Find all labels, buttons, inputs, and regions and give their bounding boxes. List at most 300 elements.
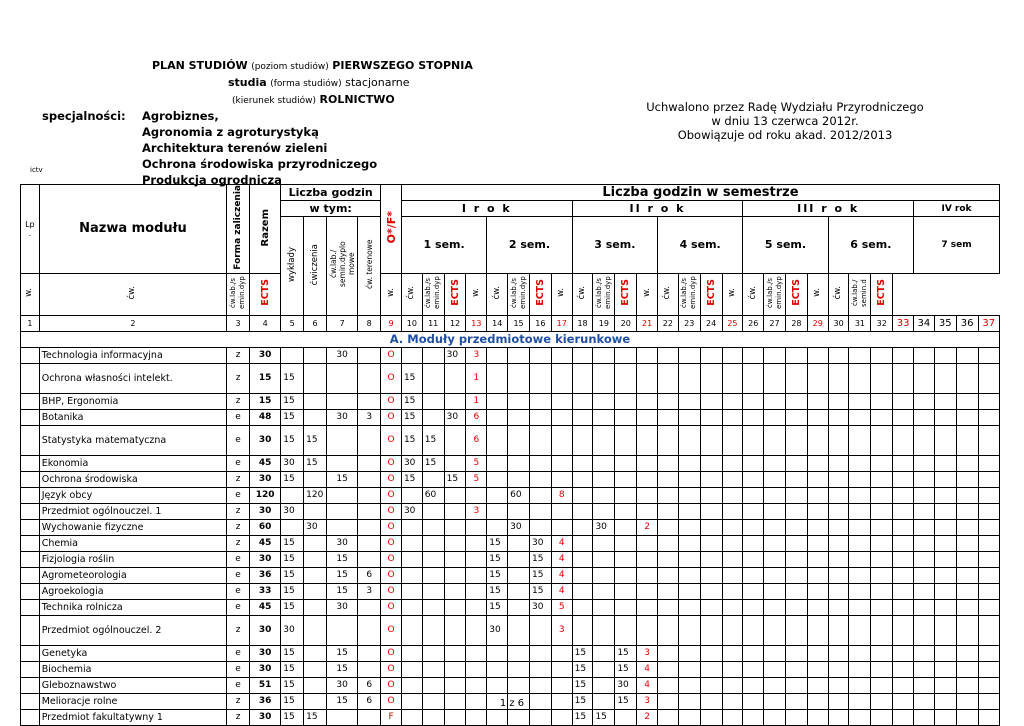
ects-cell: [893, 455, 914, 471]
semester-hours-cell: [764, 599, 786, 615]
ects-cell: [807, 535, 828, 551]
semester-hours-cell: [871, 519, 893, 535]
semester-hours-cell: [934, 645, 956, 661]
ects-cell: [551, 363, 572, 393]
semester-hours-cell: [422, 599, 444, 615]
semester-hours-cell: [422, 535, 444, 551]
teren-cell: [358, 425, 381, 455]
wyklady-cell: 15: [281, 425, 304, 455]
semester-hours-cell: [786, 425, 808, 455]
semester-hours-cell: [508, 425, 530, 455]
ects-cell: [807, 599, 828, 615]
ects-cell: [978, 567, 999, 583]
semester-hours-cell: [572, 425, 593, 455]
wyklady-cell: 15: [281, 535, 304, 551]
ects-cell: 6: [466, 409, 487, 425]
semester-hours-cell: [700, 363, 722, 393]
ects-cell: [893, 567, 914, 583]
cw-lab-header: ćw.lab./ semin.dyplo mowe: [327, 217, 358, 316]
ects-cell: 4: [637, 661, 658, 677]
module-name: Fizjologia roślin: [39, 551, 226, 567]
semester-subheader: ćw.lab./s emin.dyp: [227, 273, 250, 315]
table-row: [21, 347, 1000, 363]
semester-hours-cell: 15: [401, 425, 422, 455]
semester-hours-cell: [529, 709, 551, 725]
ects-cell: [807, 615, 828, 645]
semester-hours-cell: [934, 599, 956, 615]
module-name: BHP, Ergonomia: [39, 393, 226, 409]
module-name: Ekonomia: [39, 455, 226, 471]
semester-hours-cell: [444, 551, 466, 567]
row-lp: [21, 661, 40, 677]
semester-hours-cell: [678, 425, 700, 455]
semester-subheader: w.: [551, 273, 572, 315]
semester-hours-cell: [914, 487, 935, 503]
semester-hours-cell: [934, 615, 956, 645]
semester-hours-cell: [914, 519, 935, 535]
lab-cell: [327, 425, 358, 455]
semester-hours-cell: [422, 347, 444, 363]
semester-hours-cell: [743, 645, 764, 661]
study-field-value: ROLNICTWO: [319, 93, 395, 106]
column-number: 36: [956, 315, 978, 331]
semester-hours-cell: [593, 535, 615, 551]
wyklady-cell: 15: [281, 409, 304, 425]
ects-cell: [551, 519, 572, 535]
semester-hours-cell: [849, 709, 871, 725]
semester-hours-cell: [786, 471, 808, 487]
semester-hours-cell: 30: [529, 535, 551, 551]
of-cell: O: [381, 347, 402, 363]
semester-hours-cell: [956, 599, 978, 615]
ects-subheader: ECTS: [529, 273, 551, 315]
semester-hours-cell: [786, 409, 808, 425]
ects-cell: [637, 455, 658, 471]
module-name: Ochrona własności intelekt.: [39, 363, 226, 393]
semester-hours-cell: [508, 471, 530, 487]
semester-hours-cell: [743, 709, 764, 725]
ects-cell: [466, 599, 487, 615]
semester-hours-cell: [657, 455, 678, 471]
ects-cell: [637, 409, 658, 425]
semester-hours-cell: [657, 551, 678, 567]
cwiczenia-cell: [304, 409, 327, 425]
column-number: 11: [422, 315, 444, 331]
table-row: [21, 661, 1000, 677]
semester-hours-cell: [914, 535, 935, 551]
module-rows: [21, 347, 1000, 725]
semester-hours-cell: 30: [444, 347, 466, 363]
semester-hours-cell: [956, 409, 978, 425]
semester-hours-cell: [422, 519, 444, 535]
semester-hours-cell: [529, 661, 551, 677]
semester-hours-cell: 15: [401, 409, 422, 425]
semester-hours-cell: [764, 677, 786, 693]
of-cell: O: [381, 677, 402, 693]
approval-line-3: Obowiązuje od roku akad. 2012/2013: [677, 128, 893, 142]
semester-hours-cell: [678, 599, 700, 615]
semester-hours-cell: [401, 551, 422, 567]
semester-hours-cell: [657, 471, 678, 487]
razem-cell: 30: [250, 709, 281, 725]
semester-hours-cell: [914, 599, 935, 615]
semester-hours-cell: [786, 503, 808, 519]
semester-hours-cell: [914, 583, 935, 599]
semester-hours-cell: [593, 471, 615, 487]
teren-cell: [358, 661, 381, 677]
ects-cell: 5: [551, 599, 572, 615]
semester-hours-cell: [849, 583, 871, 599]
table-row: [21, 455, 1000, 471]
semester-hours-cell: [700, 347, 722, 363]
semester-hours-cell: [572, 551, 593, 567]
wyklady-cell: 30: [281, 455, 304, 471]
ects-cell: [466, 661, 487, 677]
semester-hours-cell: [529, 615, 551, 645]
semester-hours-cell: [678, 519, 700, 535]
sem-7-header: 7 sem: [914, 217, 1000, 274]
module-name: Chemia: [39, 535, 226, 551]
semester-hours-cell: [487, 519, 508, 535]
semester-hours-cell: 15: [401, 363, 422, 393]
semester-hours-cell: [700, 615, 722, 645]
lab-cell: 30: [327, 347, 358, 363]
column-number: 7: [327, 315, 358, 331]
semester-hours-cell: [871, 409, 893, 425]
semester-hours-cell: [700, 599, 722, 615]
ects-cell: 4: [551, 567, 572, 583]
module-name: Genetyka: [39, 645, 226, 661]
razem-cell: 45: [250, 455, 281, 471]
semester-hours-cell: [700, 487, 722, 503]
of-cell: O: [381, 393, 402, 409]
semester-hours-cell: [934, 455, 956, 471]
wyklady-cell: 15: [281, 471, 304, 487]
semester-hours-cell: [487, 455, 508, 471]
ects-cell: [551, 677, 572, 693]
ects-cell: [978, 551, 999, 567]
semester-subheader: ćw.lab./s emin.dyp: [678, 273, 700, 315]
semester-hours-cell: [914, 471, 935, 487]
ects-cell: 2: [637, 519, 658, 535]
semester-hours-cell: [593, 551, 615, 567]
ects-cell: [637, 599, 658, 615]
semester-hours-cell: [572, 615, 593, 645]
cwiczenia-cell: [304, 567, 327, 583]
section-a-title: A. Moduły przedmiotowe kierunkowe: [21, 331, 1000, 347]
of-cell: O: [381, 661, 402, 677]
semester-hours-cell: [849, 615, 871, 645]
semester-hours-cell: [444, 709, 466, 725]
semester-hours-cell: [593, 567, 615, 583]
razem-cell: 36: [250, 567, 281, 583]
of-cell: O: [381, 455, 402, 471]
semester-hours-cell: [828, 503, 849, 519]
semester-hours-cell: [934, 347, 956, 363]
semester-hours-cell: [849, 455, 871, 471]
semester-hours-cell: [828, 551, 849, 567]
ects-cell: [978, 709, 999, 725]
ects-cell: [722, 455, 743, 471]
ects-subheader: ECTS: [615, 273, 637, 315]
semester-hours-cell: [593, 583, 615, 599]
forma-cell: e: [227, 677, 250, 693]
ects-cell: [551, 409, 572, 425]
semester-hours-cell: 15: [615, 661, 637, 677]
column-number: 31: [849, 315, 871, 331]
semester-subheader: ćw.lab./s emin.dyp: [422, 273, 444, 315]
year-4-header: IV rok: [914, 201, 1000, 217]
teren-cell: [358, 471, 381, 487]
ects-cell: [722, 645, 743, 661]
lab-cell: 15: [327, 471, 358, 487]
ects-cell: [637, 615, 658, 645]
wyklady-cell: 15: [281, 363, 304, 393]
semester-hours-cell: [593, 487, 615, 503]
semester-hours-cell: [914, 363, 935, 393]
column-number: 34: [914, 315, 935, 331]
cwiczenia-cell: [304, 551, 327, 567]
of-header: O*/F*: [381, 185, 402, 274]
module-name: Wychowanie fizyczne: [39, 519, 226, 535]
semester-hours-cell: [956, 709, 978, 725]
semester-hours-cell: 30: [508, 519, 530, 535]
cwiczenia-cell: 15: [304, 425, 327, 455]
semester-hours-cell: [508, 599, 530, 615]
column-number: 14: [487, 315, 508, 331]
semester-hours-cell: [615, 709, 637, 725]
of-cell: O: [381, 503, 402, 519]
ects-cell: [893, 677, 914, 693]
cwiczenia-cell: 15: [304, 709, 327, 725]
lab-cell: [327, 615, 358, 645]
ects-cell: [722, 551, 743, 567]
semester-hours-cell: [529, 645, 551, 661]
semester-hours-cell: [444, 503, 466, 519]
semester-hours-cell: [444, 363, 466, 393]
semester-hours-cell: [700, 409, 722, 425]
ects-cell: [978, 519, 999, 535]
wyklady-cell: 15: [281, 693, 304, 709]
semester-hours-cell: [828, 677, 849, 693]
semester-subheader: ćw.: [828, 273, 849, 315]
semester-hours-cell: [508, 567, 530, 583]
semester-hours-cell: [934, 487, 956, 503]
module-name: Gleboznawstwo: [39, 677, 226, 693]
ects-cell: [807, 393, 828, 409]
semester-hours-cell: [700, 471, 722, 487]
ects-cell: [722, 487, 743, 503]
semester-hours-cell: [678, 583, 700, 599]
semester-hours-cell: [615, 425, 637, 455]
semester-hours-cell: 60: [508, 487, 530, 503]
ects-cell: [807, 409, 828, 425]
semester-hours-cell: [508, 661, 530, 677]
forma-cell: e: [227, 455, 250, 471]
semester-hours-cell: [678, 661, 700, 677]
semester-hours-cell: [678, 363, 700, 393]
ects-cell: 2: [637, 709, 658, 725]
semester-hours-cell: [871, 615, 893, 645]
ects-cell: [722, 535, 743, 551]
ects-subheader: ECTS: [786, 273, 808, 315]
semester-hours-cell: [786, 615, 808, 645]
semester-hours-cell: [914, 677, 935, 693]
semester-subheader: ćw.: [572, 273, 593, 315]
year-3-header: III r o k: [743, 201, 914, 217]
ects-cell: [978, 503, 999, 519]
semester-hours-cell: [914, 661, 935, 677]
semester-hours-cell: [934, 409, 956, 425]
semester-hours-cell: [487, 487, 508, 503]
column-number: 26: [743, 315, 764, 331]
semester-hours-cell: [934, 425, 956, 455]
module-name: Agrometeorologia: [39, 567, 226, 583]
ects-cell: 5: [466, 455, 487, 471]
semester-hours-cell: [786, 709, 808, 725]
semester-hours-cell: [786, 363, 808, 393]
table-row: [21, 363, 1000, 393]
semester-hours-cell: [678, 347, 700, 363]
ects-cell: [978, 347, 999, 363]
of-cell: O: [381, 615, 402, 645]
cwiczenia-cell: 120: [304, 487, 327, 503]
ects-cell: [722, 661, 743, 677]
ects-cell: [978, 363, 999, 393]
semester-hours-cell: [508, 535, 530, 551]
razem-cell: 30: [250, 615, 281, 645]
semester-hours-cell: [764, 551, 786, 567]
semester-hours-cell: [593, 363, 615, 393]
ects-cell: [637, 503, 658, 519]
semester-hours-cell: [849, 503, 871, 519]
ects-cell: [807, 551, 828, 567]
ects-cell: [893, 551, 914, 567]
semester-hours-cell: [743, 615, 764, 645]
semester-hours-cell: [593, 409, 615, 425]
row-lp: [21, 567, 40, 583]
table-row: [21, 567, 1000, 583]
semester-hours-cell: [934, 583, 956, 599]
semester-hours-cell: [871, 347, 893, 363]
specialization-item: Architektura terenów zieleni: [142, 141, 328, 155]
semester-hours-cell: [444, 583, 466, 599]
semester-hours-cell: [700, 503, 722, 519]
semester-hours-cell: 15: [401, 471, 422, 487]
semester-hours-cell: [422, 709, 444, 725]
ects-cell: [807, 709, 828, 725]
semester-hours-cell: [700, 567, 722, 583]
semester-hours-cell: [786, 599, 808, 615]
lab-cell: [327, 709, 358, 725]
semester-hours-cell: [871, 455, 893, 471]
semester-hours-cell: [657, 583, 678, 599]
semester-hours-cell: [764, 519, 786, 535]
semester-hours-cell: [572, 471, 593, 487]
semester-hours-cell: [422, 615, 444, 645]
table-row: [21, 709, 1000, 725]
column-number: 12: [444, 315, 466, 331]
semester-hours-cell: [956, 567, 978, 583]
semester-hours-cell: [700, 551, 722, 567]
ects-cell: [551, 471, 572, 487]
semester-hours-cell: [956, 347, 978, 363]
semester-hours-cell: [743, 393, 764, 409]
wyklady-cell: 15: [281, 645, 304, 661]
semester-hours-cell: [657, 661, 678, 677]
specialization-item: Agrobiznes,: [142, 109, 219, 123]
forma-cell: e: [227, 645, 250, 661]
semester-hours-cell: 30: [593, 519, 615, 535]
semester-hours-cell: [871, 487, 893, 503]
semester-hours-cell: [572, 599, 593, 615]
ects-subheader: ECTS: [250, 273, 281, 315]
semester-hours-cell: [572, 487, 593, 503]
module-name: Język obcy: [39, 487, 226, 503]
semester-hours-cell: [849, 519, 871, 535]
lab-cell: 15: [327, 551, 358, 567]
semester-hours-cell: [828, 567, 849, 583]
semester-hours-cell: [615, 409, 637, 425]
ects-cell: [722, 425, 743, 455]
semester-hours-cell: [593, 393, 615, 409]
study-form: [228, 76, 410, 89]
teren-cell: 3: [358, 583, 381, 599]
semester-hours-cell: [657, 615, 678, 645]
column-number: 13: [466, 315, 487, 331]
wyklady-cell: 15: [281, 583, 304, 599]
semester-hours-cell: [572, 409, 593, 425]
column-number: 3: [227, 315, 250, 331]
wyklady-cell: 30: [281, 615, 304, 645]
semester-hours-cell: [828, 661, 849, 677]
ects-cell: [722, 615, 743, 645]
ects-cell: [893, 409, 914, 425]
semester-hours-cell: [529, 409, 551, 425]
semester-hours-cell: [401, 677, 422, 693]
teren-cell: [358, 487, 381, 503]
semester-hours-cell: 15: [615, 645, 637, 661]
semester-hours-cell: [422, 583, 444, 599]
semester-hours-cell: 15: [422, 425, 444, 455]
semester-hours-cell: [529, 363, 551, 393]
ects-cell: [893, 645, 914, 661]
column-number: 17: [551, 315, 572, 331]
semester-hours-cell: [657, 409, 678, 425]
semester-hours-cell: [934, 363, 956, 393]
ects-subheader: ECTS: [444, 273, 466, 315]
ects-cell: [893, 709, 914, 725]
ects-cell: [978, 583, 999, 599]
cwiczenia-cell: [304, 503, 327, 519]
semester-hours-cell: [786, 567, 808, 583]
semester-subheader: ćw.lab./s emin.dyp: [508, 273, 530, 315]
razem-cell: 30: [250, 425, 281, 455]
semester-hours-cell: 15: [401, 393, 422, 409]
ects-subheader: ECTS: [871, 273, 893, 315]
semester-subheader: ćw.: [487, 273, 508, 315]
semester-hours-cell: [678, 615, 700, 645]
table-row: [21, 583, 1000, 599]
semester-hours-cell: [914, 425, 935, 455]
semester-hours-cell: [615, 503, 637, 519]
semester-hours-cell: [678, 455, 700, 471]
semester-hours-cell: 15: [487, 535, 508, 551]
table-row: [21, 599, 1000, 615]
ects-cell: [722, 519, 743, 535]
semester-hours-cell: [849, 487, 871, 503]
semester-hours-cell: [700, 583, 722, 599]
